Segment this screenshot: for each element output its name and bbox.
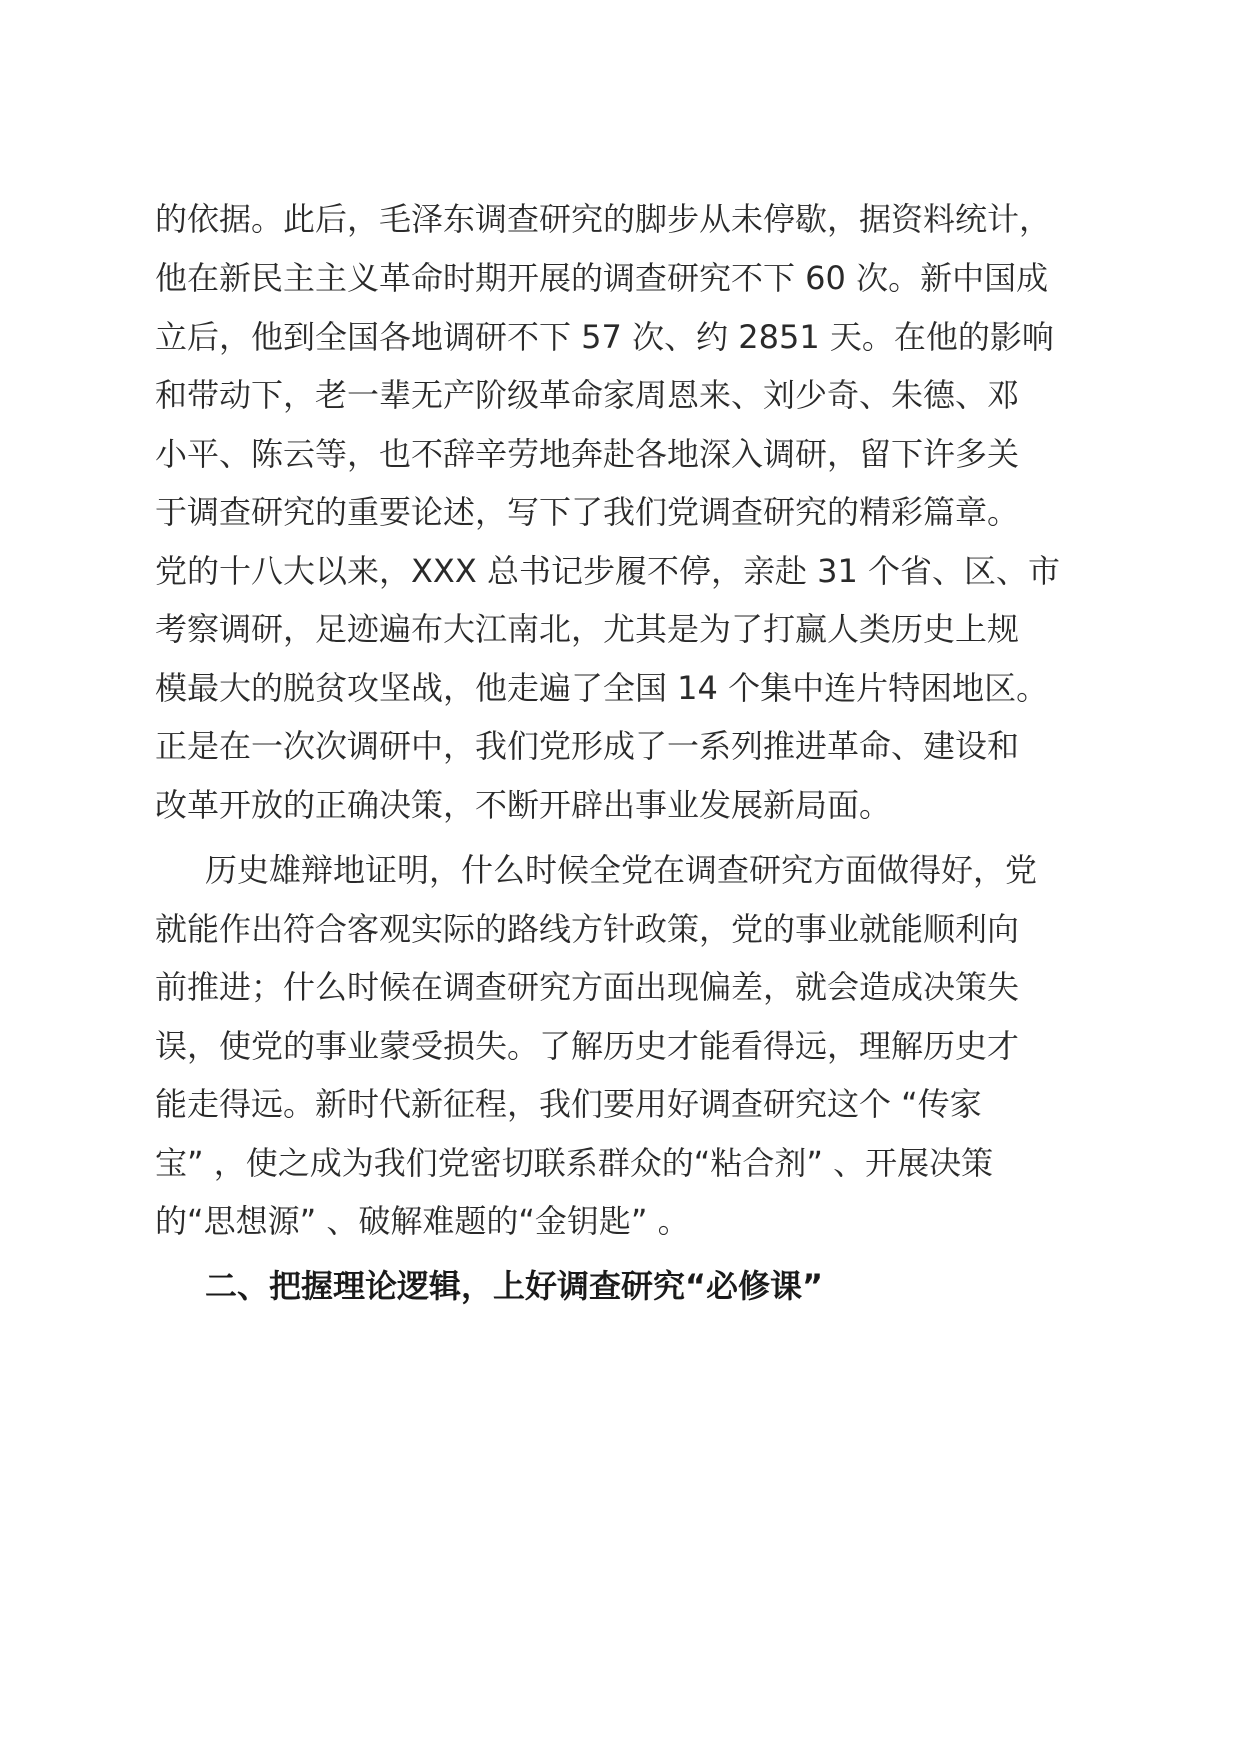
paragraph-line: 误，使党的事业蒙受损失。了解历史才能看得远，理解历史才	[155, 1027, 1020, 1065]
section-heading: 二、把握理论逻辑，上好调查研究“必修课”	[205, 1267, 824, 1305]
paragraph-line: 和带动下，老一辈无产阶级革命家周恩来、刘少奇、朱德、邓	[155, 376, 1020, 414]
paragraph-line: 模最大的脱贫攻坚战，他走遍了全国 14 个集中连片特困地区。	[155, 669, 1049, 707]
paragraph-line: 他在新民主主义革命时期开展的调查研究不下 60 次。新中国成	[155, 259, 1049, 297]
paragraph-line: 改革开放的正确决策，不断开辟出事业发展新局面。	[155, 786, 892, 824]
paragraph-line: 于调查研究的重要论述，写下了我们党调查研究的精彩篇章。	[155, 493, 1020, 531]
paragraph-line: 党的十八大以来，XXX 总书记步履不停，亲赴 31 个省、区、市	[155, 552, 1061, 590]
paragraph-line: 正是在一次次调研中，我们党形成了一系列推进革命、建设和	[155, 727, 1020, 765]
paragraph-line: 小平、陈云等，也不辞辛劳地奔赴各地深入调研，留下许多关	[155, 435, 1020, 473]
paragraph-line: 的依据。此后，毛泽东调查研究的脚步从未停歇，据资料统计，	[155, 200, 1052, 238]
paragraph-line: 的“思想源” 、破解难题的“金钥匙” 。	[155, 1202, 690, 1240]
paragraph-line: 能走得远。新时代新征程，我们要用好调查研究这个 “传家	[155, 1085, 982, 1123]
paragraph-line: 前推进；什么时候在调查研究方面出现偏差，就会造成决策失	[155, 968, 1020, 1006]
paragraph-line: 历史雄辩地证明，什么时候全党在调查研究方面做得好，党	[205, 851, 1038, 889]
paragraph-line: 考察调研，足迹遍布大江南北，尤其是为了打赢人类历史上规	[155, 610, 1020, 648]
paragraph-line: 宝” ，使之成为我们党密切联系群众的“粘合剂” 、开展决策	[155, 1144, 994, 1182]
paragraph-line: 立后，他到全国各地调研不下 57 次、约 2851 天。在他的影响	[155, 318, 1054, 356]
paragraph-line: 就能作出符合客观实际的路线方针政策，党的事业就能顺利向	[155, 910, 1020, 948]
